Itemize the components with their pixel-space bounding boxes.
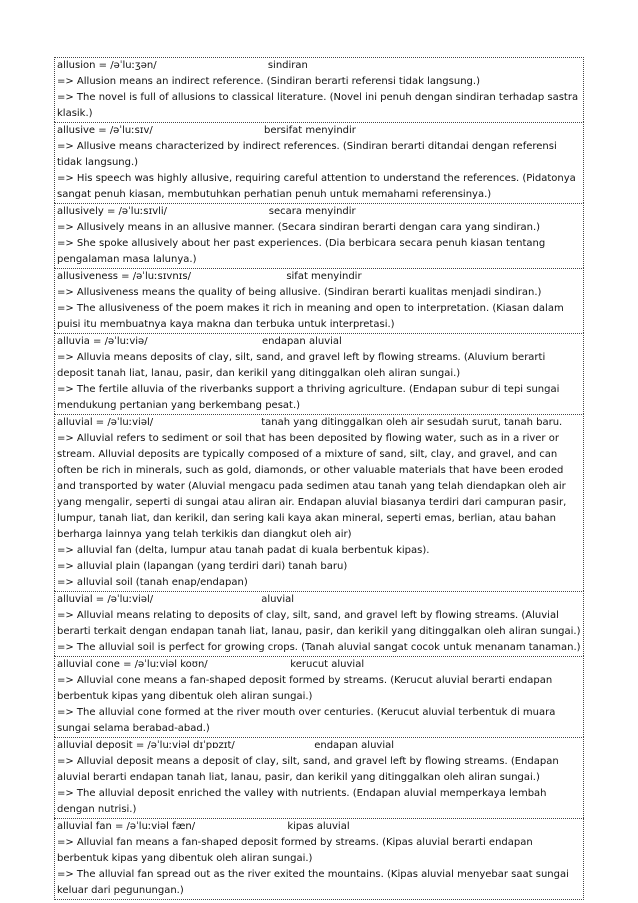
entry-definition-line: => The alluvial deposit enriched the valley with nutrients. (Endapan aluvial memperkaya lembah dengan nutrisi.) — [57, 788, 547, 815]
entry-definition-line: => The allusiveness of the poem makes it rich in meaning and open to interpretation. (Kiasan dalam puisi itu membuatnya kaya makna dan terbuka untuk interpretasi.) — [57, 303, 564, 330]
dictionary-document — [54, 57, 584, 900]
entry-headword: allusiveness = /əˈluːsɪvnɪs/ sifat menyindir — [57, 271, 362, 282]
entry-definition-line: => The alluvial fan spread out as the river exited the mountains. (Kipas aluvial menyebar saat sungai keluar dari pegunungan.) — [57, 869, 569, 896]
entry-definition-line: => Allusiveness means the quality of being allusive. (Sindiran berarti kualitas menjadi sindiran.) — [57, 287, 542, 298]
dictionary-entry — [54, 57, 584, 122]
entry-definition-line: => Allusion means an indirect reference. (Sindiran berarti referensi tidak langsung.) — [57, 76, 480, 87]
entry-definition-line: => Allusively means in an allusive manner. (Secara sindiran berarti dengan cara yang sindiran.) — [57, 222, 541, 233]
entry-definition-line: => Alluvial deposit means a deposit of clay, silt, sand, and gravel left by flowing streams. (Endapan aluvial berarti endapan tanah liat, lanau, pasir, dan kerikil yang ditinggalkan oleh aliran sungai.) — [57, 756, 559, 783]
entry-headword: alluvial = /əˈluːviəl/ aluvial — [57, 594, 295, 605]
entry-definition-line: => Allusive means characterized by indirect references. (Sindiran berarti ditandai dengan referensi tidak langsung.) — [57, 141, 557, 168]
entry-headword: alluvial cone = /əˈluːviəl koʊn/ kerucut aluvial — [57, 659, 365, 670]
entry-definition-line: => She spoke allusively about her past experiences. (Dia berbicara secara penuh kiasan tentang pengalaman masa lalunya.) — [57, 238, 546, 265]
entry-definition-line: => alluvial plain (lapangan (yang terdiri dari) tanah baru) — [57, 561, 348, 572]
entry-headword: alluvial = /əˈluːviəl/ tanah yang ditinggalkan oleh air sesudah surut, tanah baru. — [57, 417, 563, 428]
entry-headword: allusion = /əˈluːʒən/ sindiran — [57, 60, 308, 71]
entry-definition-line: => Alluvial means relating to deposits of clay, silt, sand, and gravel left by flowing streams. (Aluvial berarti terkait dengan endapan tanah liat, lanau, pasir, dan kerikil yang ditinggalkan oleh aliran sungai.) — [57, 610, 581, 637]
dictionary-entry — [54, 268, 584, 333]
dictionary-entry — [54, 591, 584, 656]
dictionary-entry — [54, 818, 584, 900]
entry-definition-line: => His speech was highly allusive, requiring careful attention to understand the references. (Pidatonya sangat penuh kiasan, membutuhkan perhatian penuh untuk memahami referensinya.) — [57, 173, 576, 200]
entry-definition-line: => alluvial soil (tanah enap/endapan) — [57, 577, 248, 588]
entry-headword: alluvia = /əˈluːviə/ endapan aluvial — [57, 336, 342, 347]
entry-headword: allusively = /əˈluːsɪvli/ secara menyindir — [57, 206, 356, 217]
dictionary-entry — [54, 737, 584, 818]
entry-definition-line: => Alluvial refers to sediment or soil that has been deposited by flowing water, such as in a river or stream. Alluvial deposits are typically composed of a mixture of sand, silt, clay, and gravel, and can often be rich in minerals, such as gold, diamonds, or other valuable materials that have been eroded and transported by water (Aluvial mengacu pada sedimen atau tanah yang telah diendapkan oleh air yang mengalir, seperti di sungai atau aliran air. Endapan aluvial biasanya terdiri dari campuran pasir, lumpur, tanah liat, dan kerikil, dan sering kali kaya akan mineral, seperti emas, berlian, atau bahan berharga lainnya yang telah terkikis dan diangkut oleh air) — [57, 433, 567, 540]
entry-definition-line: => alluvial fan (delta, lumpur atau tanah padat di kuala berbentuk kipas). — [57, 545, 430, 556]
entry-headword: allusive = /əˈluːsɪv/ bersifat menyindir — [57, 125, 356, 136]
entry-definition-line: => Alluvial cone means a fan-shaped deposit formed by streams. (Kerucut aluvial berarti endapan berbentuk kipas yang dibentuk oleh aliran sungai.) — [57, 675, 553, 702]
dictionary-entry — [54, 333, 584, 414]
dictionary-entry — [54, 203, 584, 268]
entry-definition-line: => The alluvial cone formed at the river mouth over centuries. (Kerucut aluvial terbentuk di muara sungai selama berabad-abad.) — [57, 707, 556, 734]
entry-definition-line: => The fertile alluvia of the riverbanks support a thriving agriculture. (Endapan subur di tepi sungai mendukung pertanian yang berkembang pesat.) — [57, 384, 560, 411]
entry-definition-line: => The alluvial soil is perfect for growing crops. (Tanah aluvial sangat cocok untuk menanam tanaman.) — [57, 642, 581, 653]
dictionary-entry — [54, 656, 584, 737]
dictionary-entry — [54, 414, 584, 591]
entry-headword: alluvial fan = /əˈluːviəl fæn/ kipas aluvial — [57, 821, 350, 832]
entry-definition-line: => The novel is full of allusions to classical literature. (Novel ini penuh dengan sindiran terhadap sastra klasik.) — [57, 92, 579, 119]
dictionary-entry — [54, 122, 584, 203]
entry-headword: alluvial deposit = /əˈluːviəl dɪˈpɒzɪt/ endapan aluvial — [57, 740, 395, 751]
entry-definition-line: => Alluvial fan means a fan-shaped deposit formed by streams. (Kipas aluvial berarti endapan berbentuk kipas yang dibentuk oleh aliran sungai.) — [57, 837, 533, 864]
entry-definition-line: => Alluvia means deposits of clay, silt, sand, and gravel left by flowing streams. (Aluvium berarti deposit tanah liat, lanau, pasir, dan kerikil yang ditinggalkan oleh aliran sungai.) — [57, 352, 546, 379]
